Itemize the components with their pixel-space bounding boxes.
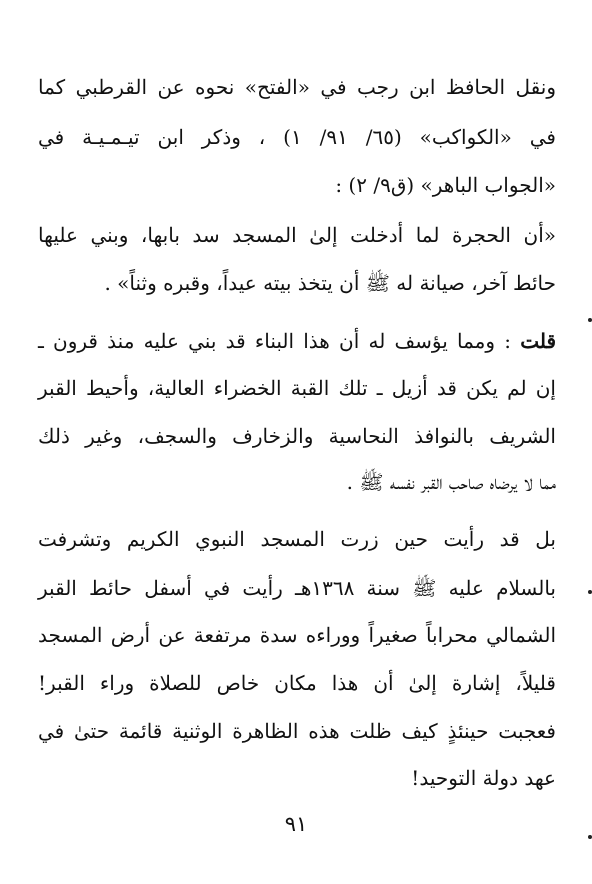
text-line: إن لم يكن قد أزيل ـ تلك القبة الخضراء العالية، وأحيط القبر [38,376,556,400]
scan-mark [588,590,592,594]
text-line: بالسلام عليه ﷺ سنة ١٣٦٨هـ رأيت في أسفل حائط القبر [38,576,556,600]
scan-mark [588,318,592,322]
text-line [38,326,556,356]
paragraph-lead-word: قلت [520,329,557,353]
text-line: مما لا يرضاه صاحب القبر نفسه ﷺ . [346,470,556,494]
text-line: بل قد رأيت حين زرت المسجد النبوي الكريم وتشرفت [38,527,556,551]
text-line: «الجواب الباهر» (ق٩/ ٢) : [335,173,556,197]
text-line: حائط آخر، صيانة له ﷺ أن يتخذ بيته عيداً، وقبره وثناً» . [104,271,556,295]
text-line: قليلاً، إشارة إلىٰ أن هذا مكان خاص للصلاة وراء القبر! [38,671,556,695]
text-line: الشمالي محراباً صغيراً ووراءه سدة مرتفعة عن أرض المسجد [38,623,556,647]
page-number: ٩١ [284,812,308,836]
text-line: فعجبت حينئذٍ كيف ظلت هذه الظاهرة الوثنية قائمة حتىٰ في [38,719,556,743]
scan-mark [588,835,592,839]
text-line: الشريف بالنوافذ النحاسية والزخارف والسجف، وغير ذلك [38,424,556,448]
text-line: عهد دولة التوحيد! [411,766,556,790]
text-line: ونقل الحافظ ابن رجب في «الفتح» نحوه عن القرطبي كما [38,75,556,99]
text-line: «أن الحجرة لما أدخلت إلىٰ المسجد سد بابها، وبني عليها [38,223,556,247]
text-span: : ومما يؤسف له أن هذا البناء قد بني عليه منذ قرون ـ [38,329,511,353]
text-line: في «الكواكب» (٦٥/ ٩١/ ١) ، وذكر ابن تيـمـيـة في [38,125,556,149]
